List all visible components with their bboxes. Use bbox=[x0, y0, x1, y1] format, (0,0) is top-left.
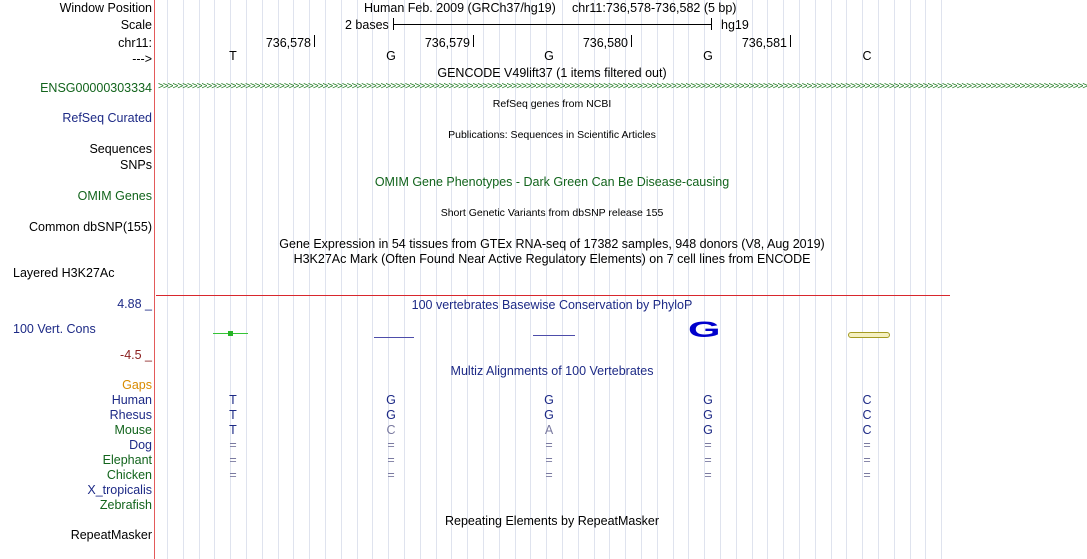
alignment-base: G bbox=[703, 408, 713, 422]
reference-base: G bbox=[703, 49, 713, 63]
alignment-base: = bbox=[863, 468, 871, 482]
ruler-tick bbox=[790, 35, 791, 47]
conservation-bar-2 bbox=[374, 337, 414, 338]
conservation-max-label: 4.88 _ bbox=[117, 297, 152, 311]
alignment-base: = bbox=[545, 453, 553, 467]
species-label-x-tropicalis: X_tropicalis bbox=[87, 483, 152, 497]
reference-base: G bbox=[386, 49, 396, 63]
alignment-base: = bbox=[387, 438, 395, 452]
conservation-track-label[interactable]: 100 Vert. Cons bbox=[13, 322, 96, 336]
ruler-position: 736,580 bbox=[582, 36, 628, 50]
alignment-base: G bbox=[703, 393, 713, 407]
gtex-track-title[interactable]: Gene Expression in 54 tissues from GTEx RNA-seq of 17382 samples, 948 donors (V8, Aug 2019) bbox=[279, 237, 825, 251]
alignment-base: G bbox=[544, 393, 554, 407]
alignment-base: T bbox=[229, 408, 237, 422]
reference-base: C bbox=[862, 49, 872, 63]
scale-text: 2 bases bbox=[345, 18, 389, 32]
alignment-base: = bbox=[387, 468, 395, 482]
alignment-base: C bbox=[386, 423, 396, 437]
conservation-bar-3 bbox=[533, 335, 575, 336]
scale-label: Scale bbox=[120, 18, 152, 32]
alignment-base: = bbox=[704, 438, 712, 452]
alignment-base: = bbox=[863, 438, 871, 452]
alignment-base: = bbox=[229, 468, 237, 482]
alignment-base: = bbox=[545, 438, 553, 452]
reference-base: G bbox=[544, 49, 554, 63]
gencode-gene-feature[interactable]: >>>>>>>>>>>>>>>>>>>>>>>>>>>>>>>>>>>>>>>>>>>>>>>>>>>>>>>>>>>>>>>>>>>>>>>>>>>>>>>>>>>>>>>>>>>>>>>>>>>>>>>>>>>>>>>>>>>>>>>>>>>>>>>>>>>>>>>>>>>>>>>>>>>>>>>>>>>>>>>>>>>>>>>>>>>>>>>>>>>>>>>>>>>>>>>> bbox=[158, 81, 1087, 92]
window-position-label: Window Position bbox=[59, 1, 152, 15]
species-label-mouse: Mouse bbox=[114, 423, 152, 437]
h3k27ac-track-label[interactable]: Layered H3K27Ac bbox=[13, 266, 115, 280]
alignment-base: G bbox=[544, 408, 554, 422]
chrom-label: chr11: bbox=[118, 36, 152, 50]
omim-track-title[interactable]: OMIM Gene Phenotypes - Dark Green Can Be Disease-causing bbox=[374, 175, 730, 189]
ruler-tick bbox=[314, 35, 315, 47]
conservation-min-label: -4.5 _ bbox=[120, 348, 152, 362]
alignment-base: G bbox=[386, 408, 396, 422]
alignment-base: T bbox=[229, 393, 237, 407]
alignment-base: = bbox=[229, 453, 237, 467]
scale-bar bbox=[393, 24, 711, 25]
ruler-tick bbox=[473, 35, 474, 47]
assembly-text: Human Feb. 2009 (GRCh37/hg19) bbox=[364, 1, 556, 15]
dbsnp-track-title[interactable]: Short Genetic Variants from dbSNP release 155 bbox=[440, 207, 664, 219]
dbsnp-track-label[interactable]: Common dbSNP(155) bbox=[29, 220, 152, 234]
refseq-track-label[interactable]: RefSeq Curated bbox=[62, 111, 152, 125]
species-label-dog: Dog bbox=[129, 438, 152, 452]
refseq-track-title[interactable]: RefSeq genes from NCBI bbox=[492, 98, 612, 110]
publications-track-label[interactable]: Sequences bbox=[89, 142, 152, 156]
ruler-tick bbox=[631, 35, 632, 47]
region-text: chr11:736,578-736,582 (5 bp) bbox=[572, 1, 737, 15]
strand-label: ---> bbox=[132, 52, 152, 66]
species-label-rhesus: Rhesus bbox=[109, 408, 152, 422]
track-separator bbox=[156, 295, 950, 296]
conservation-logo-g: G bbox=[688, 317, 721, 342]
alignment-base: = bbox=[387, 453, 395, 467]
alignment-base: A bbox=[544, 423, 554, 437]
species-label-zebrafish: Zebrafish bbox=[99, 498, 152, 512]
alignment-base: G bbox=[703, 423, 713, 437]
ruler-position: 736,581 bbox=[741, 36, 787, 50]
alignment-base: = bbox=[545, 468, 553, 482]
reference-base: T bbox=[229, 49, 237, 63]
species-label-chicken: Chicken bbox=[106, 468, 152, 482]
multiz-track-title[interactable]: Multiz Alignments of 100 Vertebrates bbox=[450, 364, 654, 378]
gencode-item-label[interactable]: ENSG00000303334 bbox=[40, 81, 152, 95]
conservation-peak-1 bbox=[228, 331, 233, 336]
repeatmasker-track-label[interactable]: RepeatMasker bbox=[70, 528, 152, 542]
gaps-label: Gaps bbox=[122, 378, 152, 392]
alignment-base: C bbox=[862, 423, 872, 437]
alignment-base: G bbox=[386, 393, 396, 407]
species-label-human: Human bbox=[111, 393, 152, 407]
scale-bar-right-tick bbox=[711, 18, 712, 30]
omim-track-label[interactable]: OMIM Genes bbox=[77, 189, 152, 203]
scale-db: hg19 bbox=[721, 18, 749, 32]
alignment-base: = bbox=[704, 468, 712, 482]
conservation-bar-5 bbox=[848, 332, 890, 338]
snps-label: SNPs bbox=[120, 158, 152, 172]
ruler-position: 736,578 bbox=[265, 36, 311, 50]
species-label-elephant: Elephant bbox=[102, 453, 152, 467]
alignment-base: C bbox=[862, 393, 872, 407]
h3k27ac-track-title[interactable]: H3K27Ac Mark (Often Found Near Active Regulatory Elements) on 7 cell lines from ENCODE bbox=[293, 252, 811, 266]
alignment-base: = bbox=[704, 453, 712, 467]
alignment-base: C bbox=[862, 408, 872, 422]
repeatmasker-track-title[interactable]: Repeating Elements by RepeatMasker bbox=[444, 514, 660, 528]
publications-track-title[interactable]: Publications: Sequences in Scientific Articles bbox=[448, 129, 656, 141]
alignment-base: = bbox=[229, 438, 237, 452]
ruler-position: 736,579 bbox=[424, 36, 470, 50]
alignment-base: T bbox=[229, 423, 237, 437]
alignment-base: = bbox=[863, 453, 871, 467]
conservation-track-title[interactable]: 100 vertebrates Basewise Conservation by PhyloP bbox=[411, 298, 693, 312]
gencode-track-title[interactable]: GENCODE V49lift37 (1 items filtered out) bbox=[437, 66, 667, 80]
